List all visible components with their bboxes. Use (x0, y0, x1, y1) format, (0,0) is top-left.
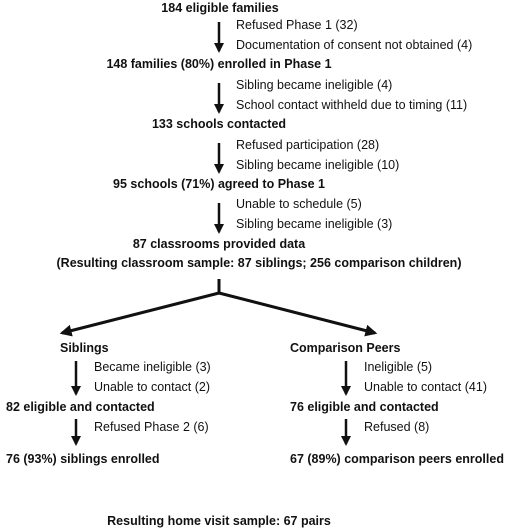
siblings-exclusion-1: Became ineligible (3) (94, 360, 211, 374)
stage4-title: 95 schools (71%) agreed to Phase 1 (113, 177, 325, 191)
final-sample: Resulting home visit sample: 67 pairs (107, 514, 331, 528)
stage5-title: 87 classrooms provided data (132, 237, 306, 251)
stage4-exclusion-1: Unable to schedule (5) (236, 197, 362, 211)
siblings-enrolled: 76 (93%) siblings enrolled (6, 452, 160, 466)
peers-exclusion-1: Ineligible (5) (364, 360, 433, 374)
stage5-subtitle: (Resulting classroom sample: 87 siblings; 256 comparison children) (56, 256, 462, 270)
peers-contacted: 76 eligible and contacted (290, 400, 439, 414)
peers-heading: Comparison Peers (290, 341, 401, 355)
siblings-exclusion-3: Refused Phase 2 (6) (94, 420, 209, 434)
stage3-exclusion-2: Sibling became ineligible (10) (236, 158, 400, 172)
stage2-title: 148 families (80%) enrolled in Phase 1 (106, 57, 332, 71)
stage2-exclusion-2: School contact withheld due to timing (11) (236, 98, 468, 112)
peers-enrolled: 67 (89%) comparison peers enrolled (290, 452, 504, 466)
stage4-exclusion-2: Sibling became ineligible (3) (236, 217, 393, 231)
stage1-exclusion-1: Refused Phase 1 (32) (236, 18, 358, 32)
arrow-split-right (219, 293, 375, 333)
peers-exclusion-3: Refused (8) (364, 420, 430, 434)
stage3-exclusion-1: Refused participation (28) (236, 138, 380, 152)
siblings-contacted: 82 eligible and contacted (6, 400, 155, 414)
stage2-exclusion-1: Sibling became ineligible (4) (236, 78, 393, 92)
arrow-split-left (62, 293, 219, 333)
siblings-exclusion-2: Unable to contact (2) (94, 380, 211, 394)
siblings-heading: Siblings (60, 341, 109, 355)
stage1-title: 184 eligible families (161, 1, 279, 15)
stage3-title: 133 schools contacted (151, 117, 287, 131)
stage1-exclusion-2: Documentation of consent not obtained (4) (236, 38, 473, 52)
peers-exclusion-2: Unable to contact (41) (364, 380, 487, 394)
